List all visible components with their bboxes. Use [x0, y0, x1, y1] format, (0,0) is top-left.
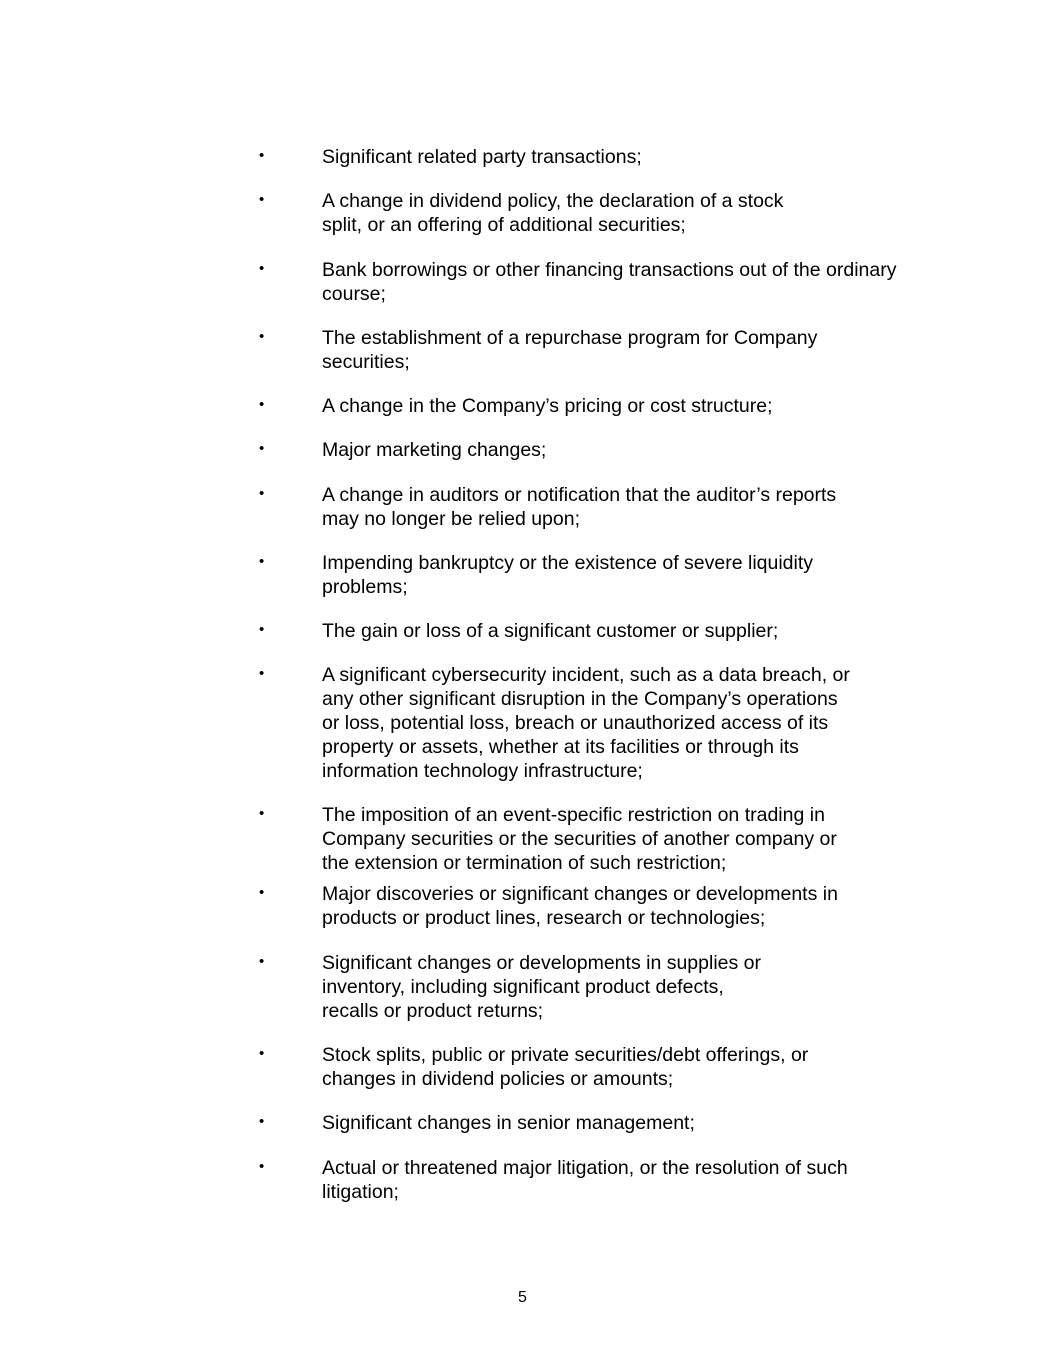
list-item-text: Actual or threatened major litigation, or the resolution of such litigation;	[322, 1157, 848, 1203]
list-item-text: A change in auditors or notification that the auditor’s reports may no longer be relied upon;	[322, 484, 837, 530]
list-item-text: Bank borrowings or other financing transactions out of the ordinary course;	[322, 259, 897, 305]
list-item-text: The gain or loss of a significant customer or supplier;	[322, 620, 779, 642]
list-item-text: Significant changes in senior management;	[322, 1112, 695, 1134]
list-item-text: Significant changes or developments in supplies or inventory, including significant product defects, recalls or product returns;	[322, 952, 762, 1022]
bullet-icon: •	[259, 396, 265, 413]
list-item-text: Stock splits, public or private securities/debt offerings, or changes in dividend policies or amounts;	[322, 1044, 809, 1090]
bullet-icon: •	[259, 1158, 265, 1175]
list-item-text: Impending bankruptcy or the existence of severe liquidity problems;	[322, 552, 814, 598]
bullet-icon: •	[259, 440, 265, 457]
list-item-text: A change in the Company’s pricing or cost structure;	[322, 395, 773, 417]
page-number: 5	[518, 1289, 527, 1306]
bullet-icon: •	[259, 328, 265, 345]
list-item-text: A change in dividend policy, the declaration of a stock split, or an offering of additional securities;	[322, 190, 784, 236]
bullet-icon: •	[259, 621, 265, 638]
bullet-icon: •	[259, 191, 265, 208]
bullet-icon: •	[259, 260, 265, 277]
bullet-icon: •	[259, 1113, 265, 1130]
bullet-icon: •	[259, 884, 265, 901]
bullet-icon: •	[259, 1045, 265, 1062]
list-item-text: Major marketing changes;	[322, 439, 547, 461]
list-item-text: The establishment of a repurchase program for Company securities;	[322, 327, 818, 373]
bullet-icon: •	[259, 553, 265, 570]
bullet-icon: •	[259, 147, 265, 164]
bullet-icon: •	[259, 805, 265, 822]
bullet-icon: •	[259, 953, 265, 970]
list-item-text: Major discoveries or significant changes or developments in products or product lines, research or technologies;	[322, 883, 838, 929]
list-item-text: Significant related party transactions;	[322, 146, 642, 168]
bullet-icon: •	[259, 665, 265, 682]
list-item-text: The imposition of an event-specific restriction on trading in Company securities or the securities of another company or the extension or termination of such restriction;	[322, 804, 837, 874]
list-item-text: A significant cybersecurity incident, such as a data breach, or any other significant disruption in the Company’s operations or loss, potential loss, breach or unauthorized access of its property or assets, whether at its facilities or through its information technology infrastructure;	[322, 664, 850, 782]
bullet-icon: •	[259, 485, 265, 502]
